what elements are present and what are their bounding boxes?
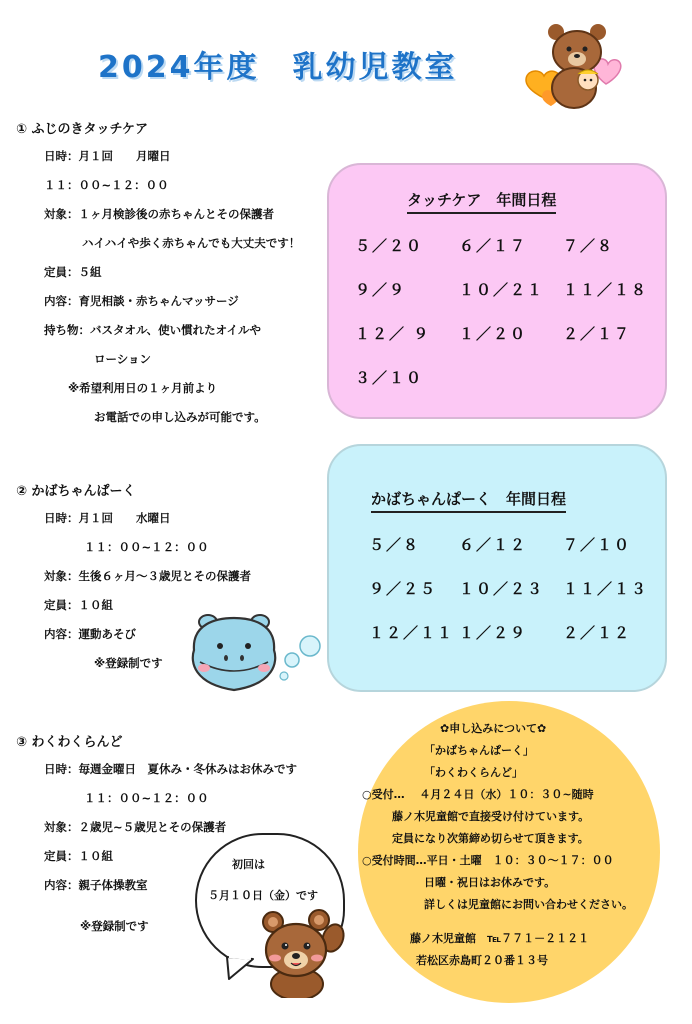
bear-with-baby-icon	[516, 18, 636, 118]
touchcare-content: 内容：育児相談・赤ちゃんマッサージ	[44, 294, 239, 308]
schedule-date: １０／２３	[459, 580, 545, 598]
touchcare-schedule-box	[327, 163, 667, 419]
schedule-date: ３／１０	[355, 369, 424, 387]
section-touchcare-heading: ① ふじのきタッチケア	[16, 122, 149, 137]
touchcare-belongings: 持ち物：バスタオル、使い慣れたオイルや	[44, 323, 262, 337]
schedule-date: １２／１１	[369, 624, 455, 642]
application-address: 若松区赤島町２０番１３号	[416, 954, 548, 967]
schedule-date: １０／２１	[459, 281, 545, 299]
application-line: 詳しくは児童館にお問い合わせください。	[424, 898, 633, 911]
kaba-content: 内容：運動あそび	[44, 627, 136, 641]
wakuwaku-note: ※登録制です	[80, 919, 149, 933]
application-line: 定員になり次第締め切らせて頂きます。	[392, 832, 589, 845]
application-contact: 藤ノ木児童館 ℡７７１－２１２１	[410, 932, 590, 945]
kaba-capacity: 定員：１０組	[44, 598, 113, 612]
touchcare-target: 対象：１ヶ月検診後の赤ちゃんとその保護者	[44, 207, 274, 221]
schedule-date: ９／２５	[369, 580, 438, 598]
hippo-icon	[186, 610, 326, 702]
wakuwaku-capacity: 定員：１０組	[44, 849, 113, 863]
touchcare-datetime: 日時：月１回 月曜日	[44, 149, 171, 163]
touchcare-belongings-cont: ローション	[94, 352, 152, 366]
bubble-line2: ５月１０日（金）です	[208, 889, 318, 902]
application-line: ○受付時間…平日・土曜 １０：３０～１７：００	[362, 854, 614, 867]
bubble-tail-icon	[225, 955, 255, 980]
schedule-date: １／２９	[459, 624, 528, 642]
application-line: 「かばちゃんぱーく」	[424, 744, 534, 757]
touchcare-note-cont: お電話での申し込みが可能です。	[94, 410, 266, 424]
application-line: 「わくわくらんど」	[424, 766, 523, 779]
kaba-schedule-box	[327, 444, 667, 692]
schedule-date: １／２０	[459, 325, 528, 343]
schedule-date: ６／１７	[459, 237, 528, 255]
wakuwaku-target: 対象：２歳児~５歳児とその保護者	[44, 820, 227, 834]
touchcare-target-note: ハイハイや歩く赤ちゃんでも大丈夫です！	[82, 236, 301, 250]
schedule-date: １１／１３	[563, 580, 649, 598]
schedule-date: ５／８	[369, 536, 421, 554]
touchcare-schedule-title: タッチケア 年間日程	[407, 189, 556, 214]
touchcare-capacity: 定員：５組	[44, 265, 102, 279]
bubble-line1: 初回は	[232, 858, 265, 871]
application-line: ○受付… ４月２４日（水）１０：３０~随時	[362, 788, 594, 801]
touchcare-time: １１：００~１２：００	[44, 178, 169, 192]
kaba-schedule-title: かばちゃんぱーく 年間日程	[371, 488, 566, 513]
schedule-date: ５／２０	[355, 237, 424, 255]
page-title: 2024年度 乳幼児教室	[98, 50, 458, 85]
section-wakuwaku-heading: ③ わくわくらんど	[16, 735, 123, 750]
bear-waving-icon	[253, 908, 349, 998]
application-heading: ✿申し込みについて✿	[440, 722, 547, 735]
kaba-note: ※登録制です	[94, 656, 163, 670]
wakuwaku-content: 内容：親子体操教室	[44, 878, 148, 892]
application-line: 藤ノ木児童館で直接受け付けています。	[392, 810, 590, 823]
application-line: 日曜・祝日はお休みです。	[424, 876, 556, 889]
wakuwaku-time: １１：００~１２：００	[84, 791, 209, 805]
schedule-date: ７／８	[563, 237, 615, 255]
section-kaba-heading: ② かばちゃんぱーく	[16, 484, 136, 499]
kaba-target: 対象：生後６ヶ月～３歳児とその保護者	[44, 569, 251, 583]
schedule-date: １１／１８	[563, 281, 649, 299]
schedule-date: ９／９	[355, 281, 407, 299]
schedule-date: ２／１７	[563, 325, 632, 343]
schedule-date: ２／１２	[563, 624, 632, 642]
touchcare-note: ※希望利用日の１ヶ月前より	[68, 381, 218, 395]
wakuwaku-datetime: 日時：毎週金曜日 夏休み・冬休みはお休みです	[44, 762, 297, 776]
schedule-date: ７／１０	[563, 536, 632, 554]
kaba-datetime: 日時：月１回 水曜日	[44, 511, 171, 525]
schedule-date: ６／１２	[459, 536, 528, 554]
kaba-time: １１：００~１２：００	[84, 540, 209, 554]
schedule-date: １２／ ９	[355, 325, 431, 343]
